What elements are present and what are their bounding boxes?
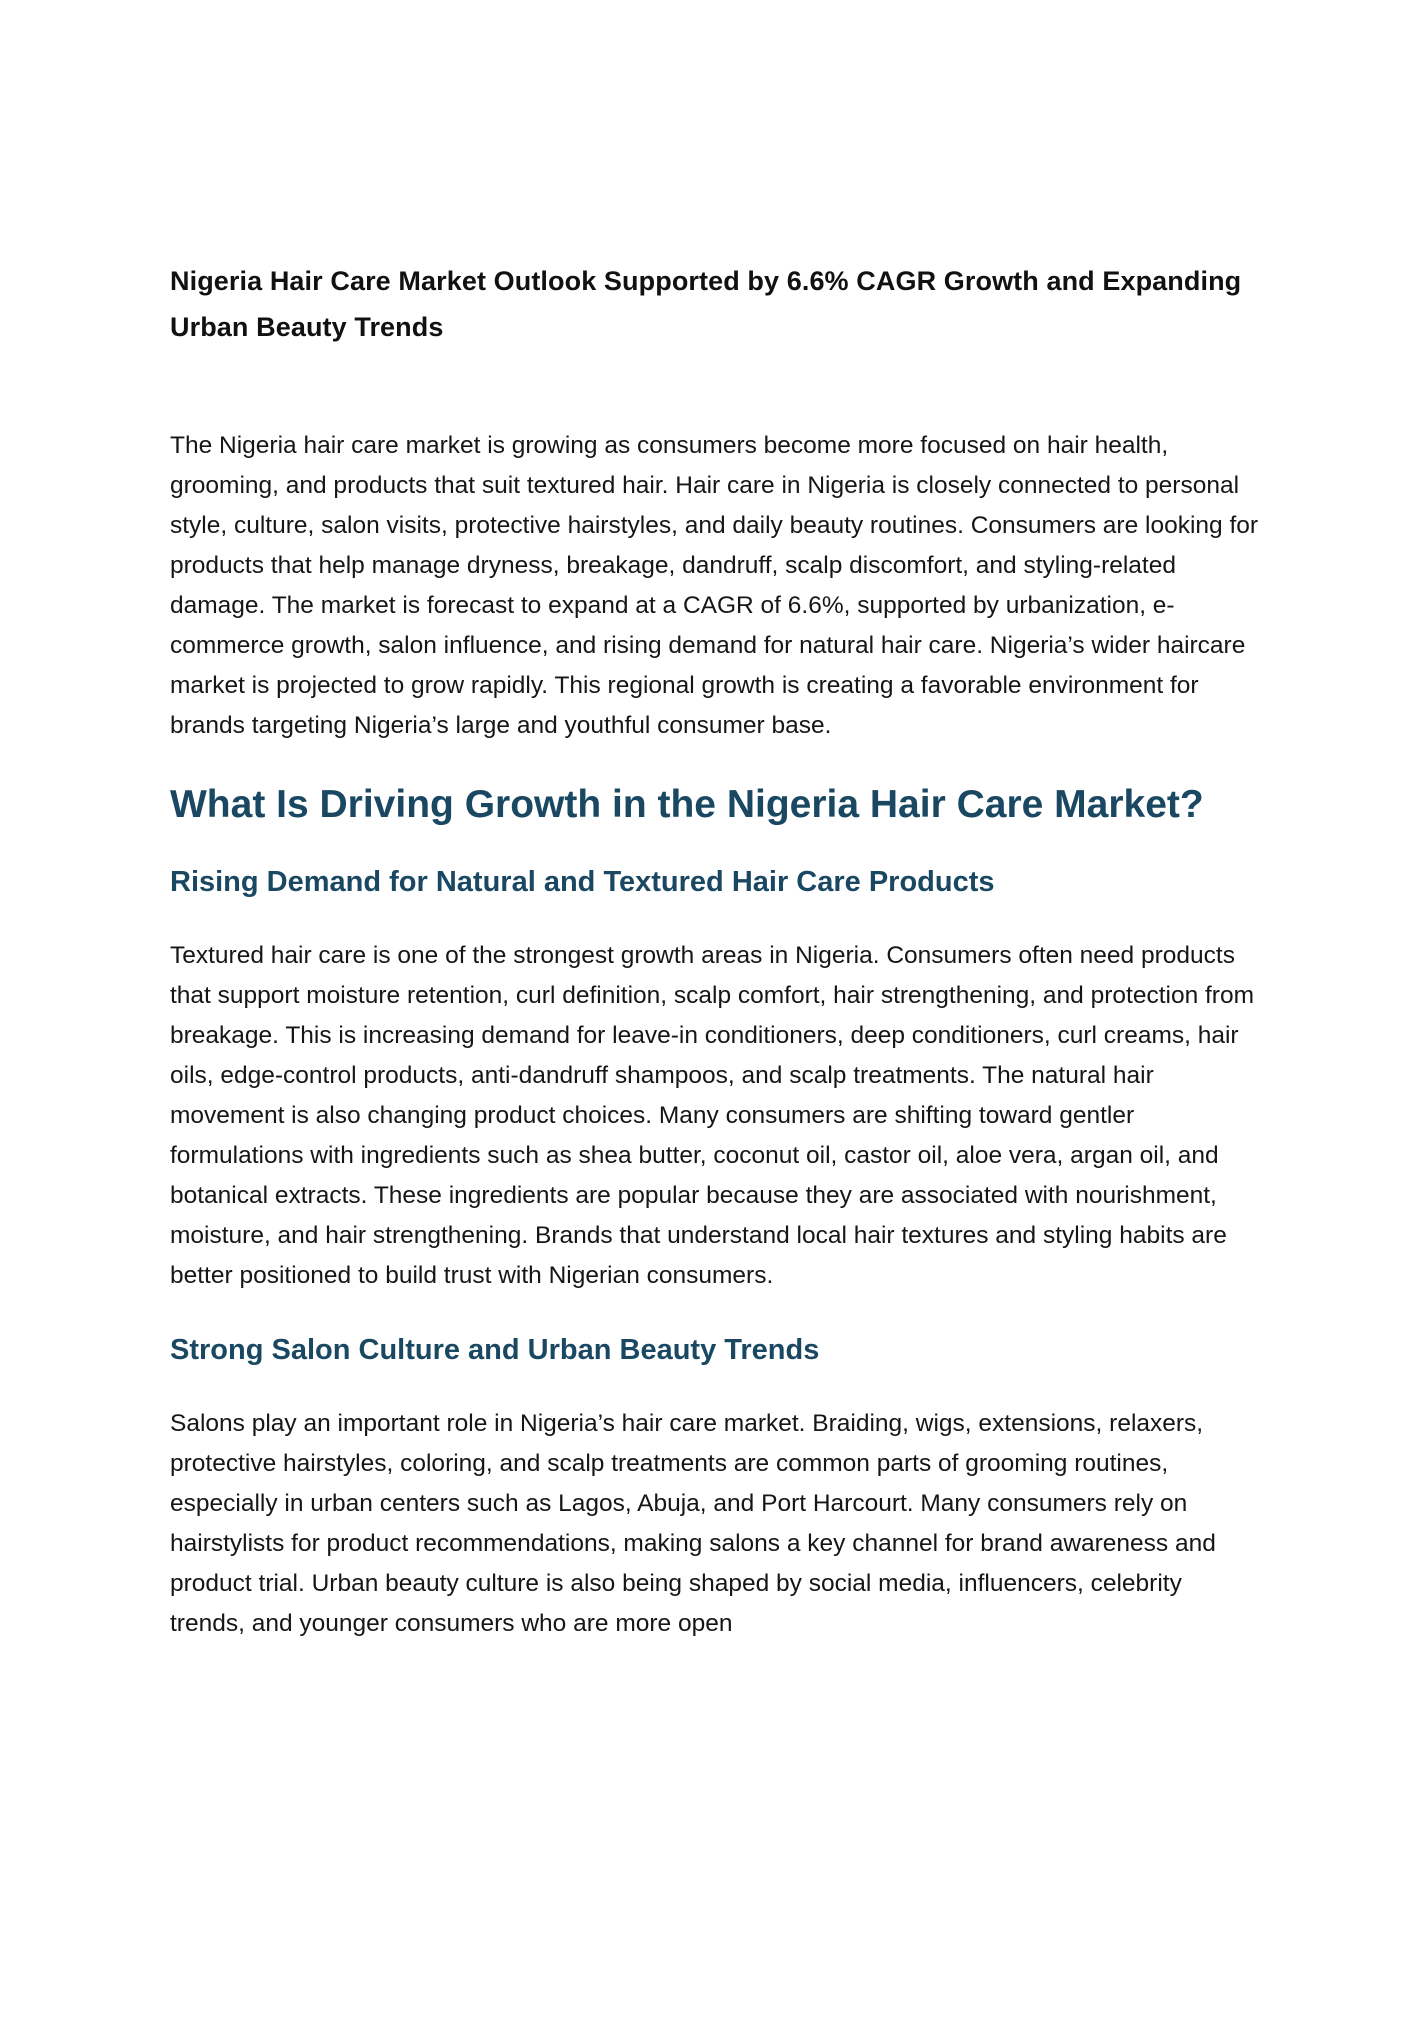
section-heading: What Is Driving Growth in the Nigeria Hair Care Market? xyxy=(170,783,1204,826)
intro-paragraph: The Nigeria hair care market is growing as consumers become more focused on hair health, grooming, and products that suit textured hair. Hair care in Nigeria is closely connected to personal style, culture, salon visits, protective hairstyles, and daily beauty routines. Consumers are looking for products that help manage dryness, breakage, dandruff, scalp discomfort, and styling-related damage. The market is forecast to expand at a CAGR of 6.6%, supported by urbanization, e-commerce growth, salon influence, and rising demand for natural hair care. Nigeria’s wider haircare market is projected to grow rapidly. This regional growth is creating a favorable environment for brands targeting Nigeria’s large and youthful consumer base. xyxy=(170,432,1259,739)
document-title: Nigeria Hair Care Market Outlook Supported by 6.6% CAGR Growth and Expanding Urban Beauty Trends xyxy=(170,266,1242,342)
document-content xyxy=(170,258,1260,1644)
subsection-body-salon-culture: Salons play an important role in Nigeria’s hair care market. Braiding, wigs, extensions, relaxers, protective hairstyles, coloring, and scalp treatments are common parts of grooming routines, especially in urban centers such as Lagos, Abuja, and Port Harcourt. Many consumers rely on hairstylists for product recommendations, making salons a key channel for brand awareness and product trial. Urban beauty culture is also being shaped by social media, influencers, celebrity trends, and younger consumers who are more open xyxy=(170,1410,1216,1637)
subsection-heading-salon-culture: Strong Salon Culture and Urban Beauty Trends xyxy=(170,1334,820,1366)
subsection-heading-natural-hair: Rising Demand for Natural and Textured Hair Care Products xyxy=(170,866,995,898)
subsection-body-natural-hair: Textured hair care is one of the strongest growth areas in Nigeria. Consumers often need products that support moisture retention, curl definition, scalp comfort, hair strengthening, and protection from breakage. This is increasing demand for leave-in conditioners, deep conditioners, curl creams, hair oils, edge-control products, anti-dandruff shampoos, and scalp treatments. The natural hair movement is also changing product choices. Many consumers are shifting toward gentler formulations with ingredients such as shea butter, coconut oil, castor oil, aloe vera, argan oil, and botanical extracts. These ingredients are popular because they are associated with nourishment, moisture, and hair strengthening. Brands that understand local hair textures and styling habits are better positioned to build trust with Nigerian consumers. xyxy=(170,942,1255,1289)
